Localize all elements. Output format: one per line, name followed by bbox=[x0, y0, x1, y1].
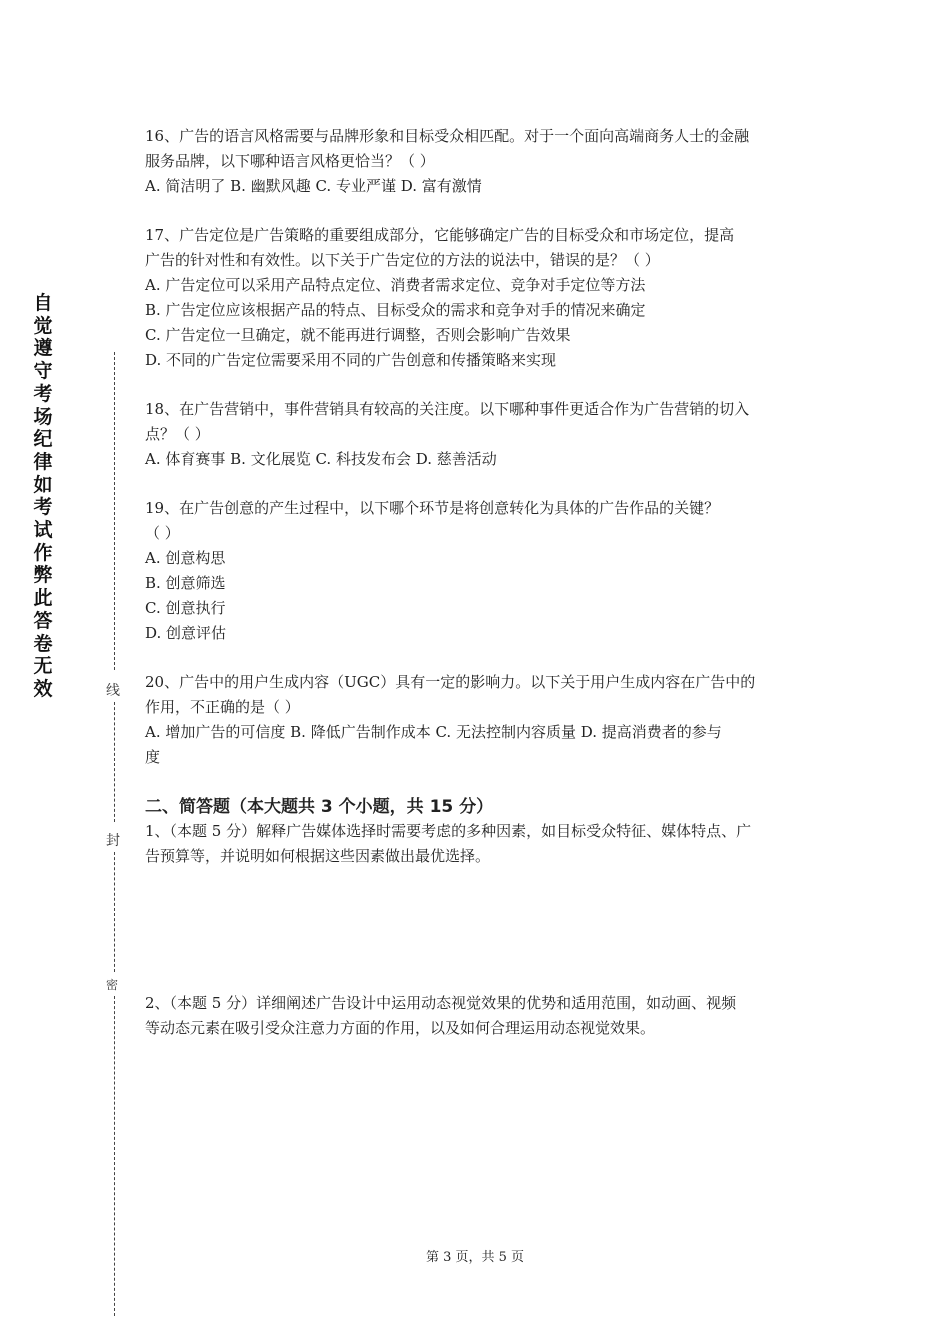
question-16 bbox=[145, 124, 810, 199]
notice-char: 守 bbox=[33, 360, 53, 383]
notice-char: 场 bbox=[33, 405, 53, 428]
question-18 bbox=[145, 397, 810, 472]
binding-line-segment bbox=[114, 702, 115, 822]
question-text: 广告的针对性和有效性。以下关于广告定位的方法的说法中，错误的是？（ ） bbox=[145, 251, 660, 269]
notice-char: 觉 bbox=[33, 314, 53, 337]
answer-option: D. 创意评估 bbox=[145, 624, 227, 642]
notice-char: 如 bbox=[33, 473, 53, 496]
short-answer-1 bbox=[145, 819, 810, 869]
binding-mark-feng: 封 bbox=[106, 833, 120, 849]
binding-line-segment bbox=[114, 996, 115, 1316]
question-text: （ ） bbox=[145, 524, 180, 542]
short-answer-2 bbox=[145, 991, 810, 1041]
answer-option: B. 创意筛选 bbox=[145, 574, 226, 592]
page-number: 第 3 页，共 5 页 bbox=[425, 1250, 525, 1265]
notice-char: 无 bbox=[33, 655, 53, 678]
question-text: 等动态元素在吸引受众注意力方面的作用，以及如何合理运用动态视觉效果。 bbox=[145, 1019, 656, 1037]
answer-option: C. 广告定位一旦确定，就不能再进行调整，否则会影响广告效果 bbox=[145, 326, 571, 344]
notice-char: 遵 bbox=[33, 337, 53, 360]
question-text: 服务品牌，以下哪种语言风格更恰当？（ ） bbox=[145, 152, 435, 170]
notice-char: 答 bbox=[33, 609, 53, 632]
exam-content bbox=[145, 124, 810, 1041]
answer-option: A. 创意构思 bbox=[145, 549, 226, 567]
question-text: 点？（ ） bbox=[145, 425, 210, 443]
notice-char: 试 bbox=[33, 519, 53, 542]
notice-char: 律 bbox=[33, 450, 53, 473]
question-17 bbox=[145, 223, 810, 373]
question-20 bbox=[145, 670, 810, 770]
question-text: 2、（本题 5 分）详细阐述广告设计中运用动态视觉效果的优势和适用范围，如动画、视频 bbox=[145, 994, 737, 1012]
binding-line-segment bbox=[114, 852, 115, 972]
answer-options: A. 体育赛事 B. 文化展览 C. 科技发布会 D. 慈善活动 bbox=[145, 450, 497, 468]
question-text: 告预算等，并说明如何根据这些因素做出最优选择。 bbox=[145, 847, 491, 865]
binding-line-segment bbox=[114, 352, 115, 670]
binding-mark-mi: 密 bbox=[106, 978, 119, 992]
notice-char: 考 bbox=[33, 382, 53, 405]
answer-options: A. 增加广告的可信度 B. 降低广告制作成本 C. 无法控制内容质量 D. 提高消费者的参与 bbox=[145, 723, 722, 741]
answer-option: C. 创意执行 bbox=[145, 599, 226, 617]
answer-option: D. 不同的广告定位需要采用不同的广告创意和传播策略来实现 bbox=[145, 351, 557, 369]
answer-option: A. 广告定位可以采用产品特点定位、消费者需求定位、竞争对手定位等方法 bbox=[145, 276, 646, 294]
section-title: 二、简答题（本大题共 3 个小题，共 15 分） bbox=[145, 797, 494, 817]
question-text: 16、广告的语言风格需要与品牌形象和目标受众相匹配。对于一个面向高端商务人士的金融 bbox=[145, 127, 750, 145]
exam-discipline-notice bbox=[30, 292, 56, 701]
notice-char: 考 bbox=[33, 496, 53, 519]
question-text: 1、（本题 5 分）解释广告媒体选择时需要考虑的多种因素，如目标受众特征、媒体特点、广 bbox=[145, 822, 752, 840]
notice-char: 此 bbox=[33, 587, 53, 610]
notice-char: 效 bbox=[33, 677, 53, 700]
question-text: 17、广告定位是广告策略的重要组成部分，它能够确定广告的目标受众和市场定位，提高 bbox=[145, 226, 735, 244]
notice-char: 卷 bbox=[33, 632, 53, 655]
question-text: 20、广告中的用户生成内容（UGC）具有一定的影响力。以下关于用户生成内容在广告中的 bbox=[145, 673, 756, 691]
answer-options: 度 bbox=[145, 748, 161, 766]
notice-char: 作 bbox=[33, 541, 53, 564]
answer-option: B. 广告定位应该根据产品的特点、目标受众的需求和竞争对手的情况来确定 bbox=[145, 301, 646, 319]
question-text: 19、在广告创意的产生过程中，以下哪个环节是将创意转化为具体的广告作品的关键？ bbox=[145, 499, 720, 517]
notice-char: 纪 bbox=[33, 428, 53, 451]
question-text: 作用，不正确的是（ ） bbox=[145, 698, 300, 716]
question-text: 18、在广告营销中，事件营销具有较高的关注度。以下哪种事件更适合作为广告营销的切入 bbox=[145, 400, 750, 418]
question-19 bbox=[145, 496, 810, 646]
answer-options: A. 简洁明了 B. 幽默风趣 C. 专业严谨 D. 富有激情 bbox=[145, 177, 482, 195]
notice-char: 弊 bbox=[33, 564, 53, 587]
notice-char: 自 bbox=[33, 292, 53, 314]
binding-mark-xian: 线 bbox=[106, 683, 120, 699]
